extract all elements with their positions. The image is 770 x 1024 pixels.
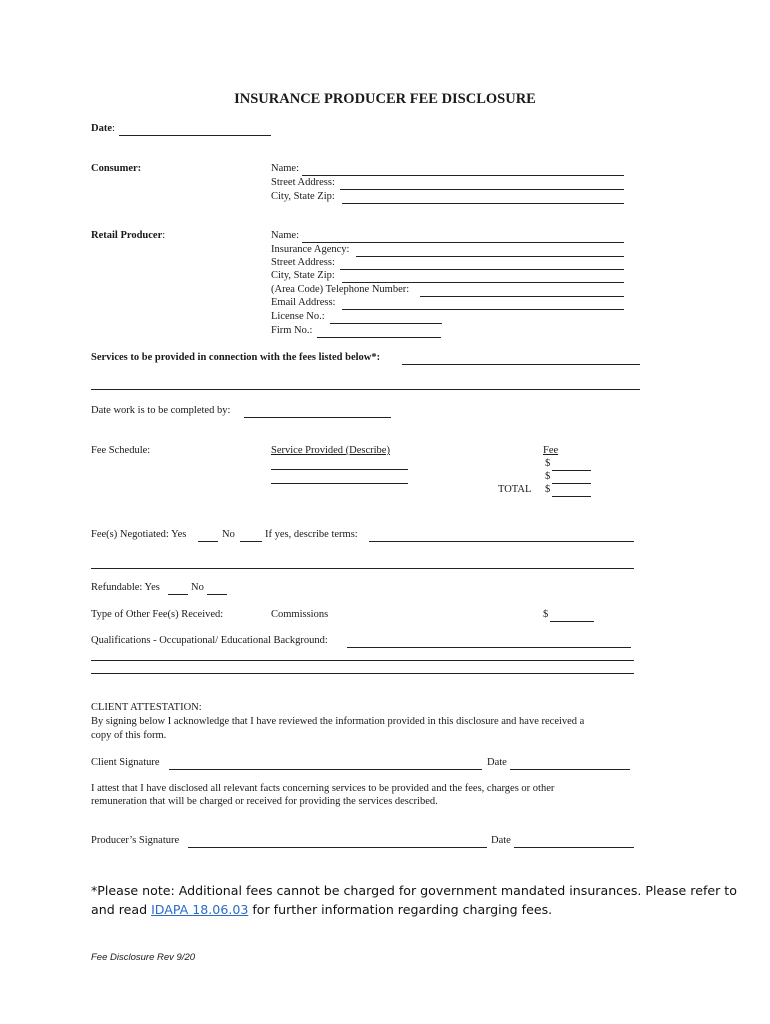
fee-row-1-dollar: $ (545, 458, 551, 469)
fee-schedule-label: Fee Schedule: (91, 445, 151, 456)
producer-date-label: Date (491, 835, 511, 846)
producer-email-label: Email Address: (271, 297, 336, 308)
form-title: INSURANCE PRODUCER FEE DISCLOSURE (234, 91, 536, 107)
producer-date-field[interactable] (514, 847, 634, 848)
producer-license-label: License No.: (271, 311, 325, 322)
producer-firm-field[interactable] (317, 337, 441, 338)
fee-row-2-field[interactable] (552, 483, 591, 484)
producer-email-field[interactable] (342, 309, 624, 310)
fees-negotiated-yes-label: Fee(s) Negotiated: Yes (91, 529, 187, 540)
producer-attest-text-line-2: remuneration that will be charged or received for providing the services described. (91, 796, 438, 807)
producer-name-field[interactable] (302, 242, 624, 243)
qualifications-label: Qualifications - Occupational/ Educational Background: (91, 635, 328, 646)
client-date-label: Date (487, 757, 507, 768)
service-row-1-field[interactable] (271, 469, 408, 470)
fee-row-1-field[interactable] (552, 470, 591, 471)
consumer-heading: Consumer: (91, 163, 142, 174)
service-row-2-field[interactable] (271, 483, 408, 484)
client-signature-field[interactable] (169, 769, 482, 770)
producer-license-field[interactable] (330, 323, 442, 324)
refundable-no-field[interactable] (207, 594, 227, 595)
terms-field[interactable] (369, 541, 634, 542)
qualifications-field[interactable] (347, 647, 631, 648)
date-work-label: Date work is to be completed by: (91, 405, 231, 416)
refundable-yes-label: Refundable: Yes (91, 582, 160, 593)
date-work-field[interactable] (244, 417, 391, 418)
producer-phone-label: (Area Code) Telephone Number: (271, 284, 410, 295)
consumer-name-label: Name: (271, 163, 299, 174)
date-label: Date: (91, 123, 115, 134)
fee-header: Fee (543, 445, 559, 456)
refundable-no-label: No (191, 582, 204, 593)
client-date-field[interactable] (510, 769, 630, 770)
producer-agency-field[interactable] (356, 256, 624, 257)
note-line-1: *Please note: Additional fees cannot be charged for government mandated insurances. Please refer to (91, 883, 737, 898)
producer-phone-field[interactable] (420, 296, 624, 297)
consumer-name-field[interactable] (302, 175, 624, 176)
other-fees-label: Type of Other Fee(s) Received: (91, 609, 224, 620)
commissions-dollar: $ (543, 609, 549, 620)
total-label: TOTAL (498, 484, 532, 495)
qualifications-field-line-2[interactable] (91, 660, 634, 661)
terms-field-line-2[interactable] (91, 568, 634, 569)
service-provided-header: Service Provided (Describe) (271, 445, 390, 456)
commissions-field[interactable] (550, 621, 594, 622)
client-signature-label: Client Signature (91, 757, 160, 768)
services-field[interactable] (402, 364, 640, 365)
note-line-2 (91, 902, 552, 917)
services-field-line-2[interactable] (91, 389, 640, 390)
fees-negotiated-no-label: No (222, 529, 235, 540)
producer-signature-label: Producer’s Signature (91, 835, 180, 846)
producer-firm-label: Firm No.: (271, 325, 313, 336)
commissions-label: Commissions (271, 609, 329, 620)
producer-attest-text-line-1: I attest that I have disclosed all relevant facts concerning services to be provided and the fees, charges or other (91, 783, 555, 794)
producer-agency-label: Insurance Agency: (271, 244, 350, 255)
services-label: Services to be provided in connection with the fees listed below*: (91, 352, 381, 363)
total-dollar: $ (545, 484, 551, 495)
total-field[interactable] (552, 496, 591, 497)
producer-city-field[interactable] (342, 282, 624, 283)
fees-negotiated-no-field[interactable] (240, 541, 262, 542)
consumer-city-label: City, State Zip: (271, 191, 335, 202)
producer-signature-field[interactable] (188, 847, 487, 848)
fees-negotiated-yes-field[interactable] (198, 541, 218, 542)
note-line-2-suffix: for further information regarding charging fees. (248, 902, 553, 917)
qualifications-field-line-3[interactable] (91, 673, 634, 674)
date-field[interactable] (119, 135, 271, 136)
consumer-city-field[interactable] (342, 203, 624, 204)
refundable-yes-field[interactable] (168, 594, 188, 595)
consumer-street-field[interactable] (340, 189, 624, 190)
footer-revision: Fee Disclosure Rev 9/20 (91, 952, 196, 963)
producer-street-label: Street Address: (271, 257, 335, 268)
producer-street-field[interactable] (340, 269, 624, 270)
consumer-street-label: Street Address: (271, 177, 335, 188)
if-yes-describe-label: If yes, describe terms: (265, 529, 358, 540)
idapa-link[interactable]: IDAPA 18.06.03 (151, 902, 249, 917)
attestation-text-line-1: By signing below I acknowledge that I have reviewed the information provided in this disclosure and have received a (91, 716, 585, 727)
attestation-text-line-2: copy of this form. (91, 730, 167, 741)
fee-row-2-dollar: $ (545, 471, 551, 482)
note-line-2-prefix: and read (91, 902, 152, 917)
client-attestation-heading: CLIENT ATTESTATION: (91, 702, 202, 713)
producer-city-label: City, State Zip: (271, 270, 335, 281)
producer-name-label: Name: (271, 230, 299, 241)
retail-producer-heading: Retail Producer: (91, 230, 166, 241)
